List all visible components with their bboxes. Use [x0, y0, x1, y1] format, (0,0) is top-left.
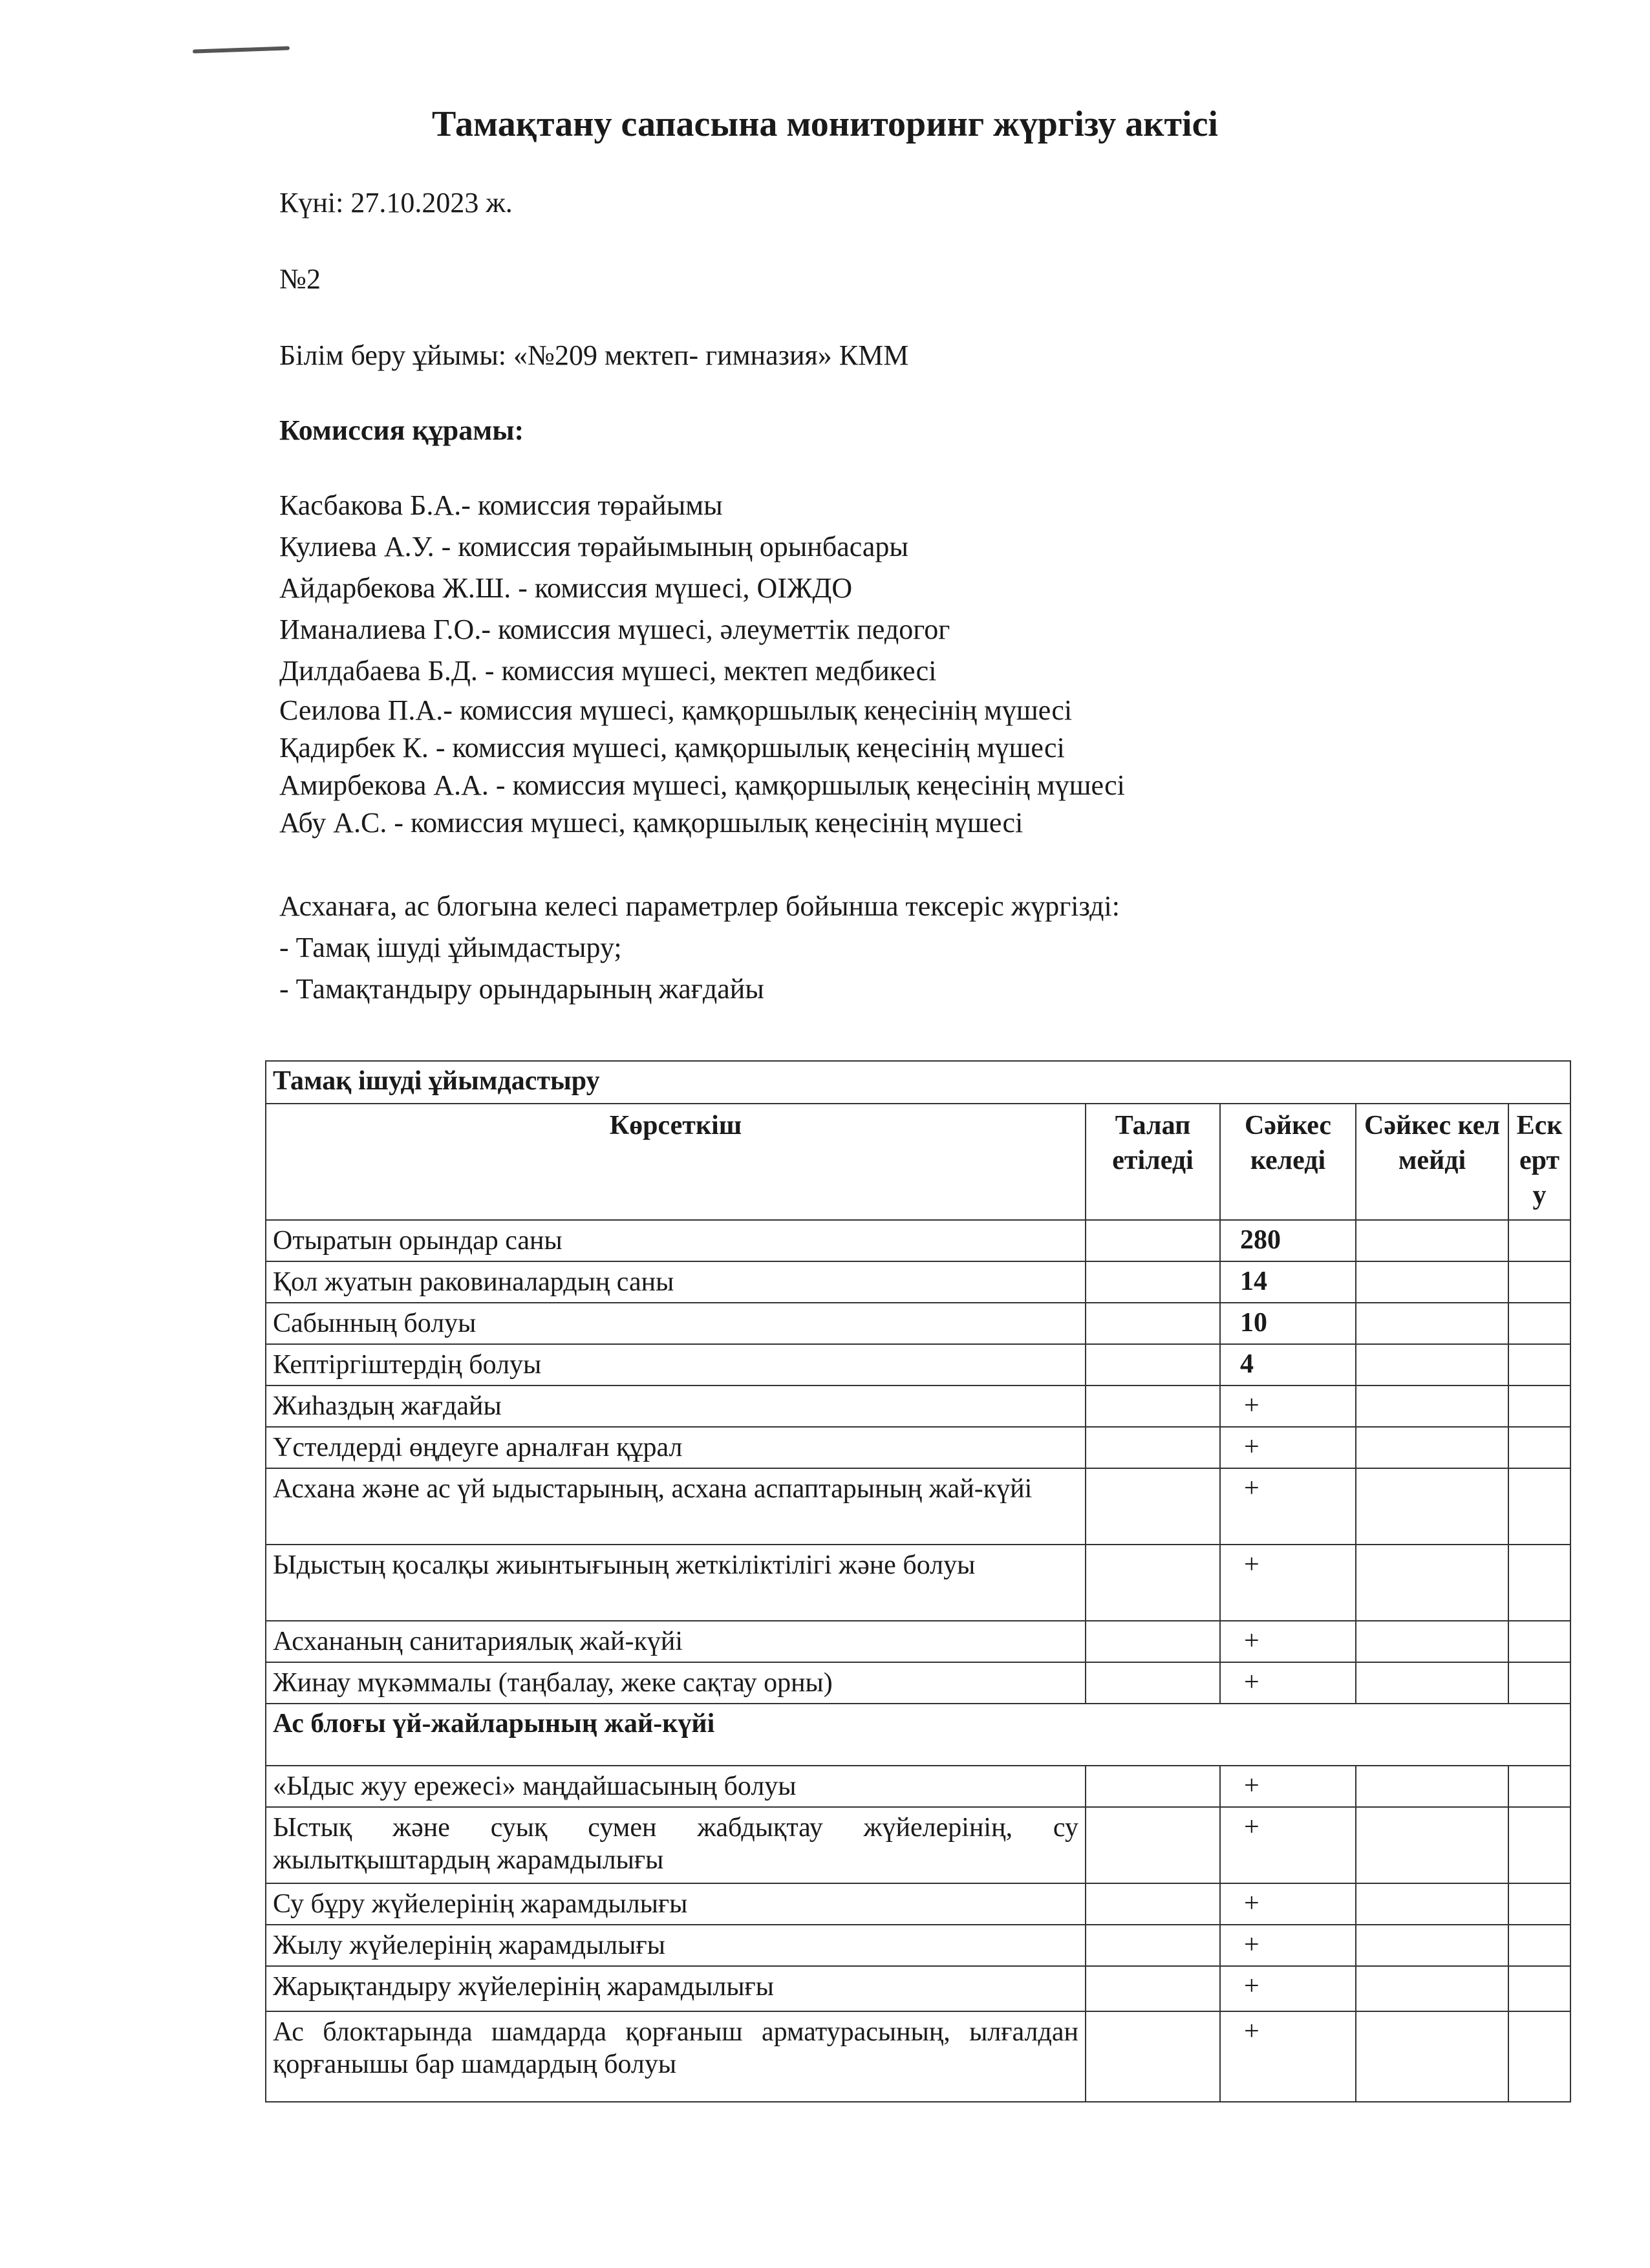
- note-cell: [1508, 1385, 1570, 1427]
- commission-member: Дилдабаева Б.Д. - комиссия мүшесі, мектеп медбикесі: [279, 655, 937, 687]
- noncompliant-cell: [1356, 1303, 1508, 1344]
- table-row: [266, 1966, 1570, 2011]
- required-cell: [1086, 1807, 1220, 1883]
- required-cell: [1086, 1883, 1220, 1925]
- noncompliant-cell: [1356, 1966, 1508, 2011]
- commission-member: Амирбекова А.А. - комиссия мүшесі, қамқоршылық кеңесінің мүшесі: [279, 769, 1125, 801]
- noncompliant-cell: [1356, 1261, 1508, 1303]
- header-compliant: Сәйкес келеді: [1220, 1104, 1356, 1220]
- indicator-cell: Жылу жүйелерінің жарамдылығы: [266, 1925, 1086, 1966]
- noncompliant-cell: [1356, 1766, 1508, 1807]
- table-row: [266, 1545, 1570, 1621]
- commission-member: Касбакова Б.А.- комиссия төрайымы: [279, 489, 723, 521]
- table-row: [266, 1621, 1570, 1662]
- table-row: [266, 1303, 1570, 1344]
- indicator-cell: Жинау мүкәммалы (таңбалау, жеке сақтау орны): [266, 1662, 1086, 1704]
- required-cell: [1086, 1468, 1220, 1545]
- commission-heading: Комиссия құрамы:: [279, 414, 524, 446]
- required-cell: [1086, 1545, 1220, 1621]
- indicator-cell: Ас блоктарында шамдарда қорғаныш арматурасының, ылғалдан қорғанышы бар шамдардың болуы: [266, 2011, 1086, 2102]
- compliant-cell: +: [1220, 1545, 1356, 1621]
- required-cell: [1086, 1925, 1220, 1966]
- note-cell: [1508, 1261, 1570, 1303]
- table-row: [266, 1468, 1570, 1545]
- table-row: [266, 1766, 1570, 1807]
- note-cell: [1508, 1621, 1570, 1662]
- table-row: [266, 1807, 1570, 1883]
- indicator-cell: Асхананың санитариялық жай-күйі: [266, 1621, 1086, 1662]
- note-cell: [1508, 1883, 1570, 1925]
- indicator-cell: Үстелдерді өңдеуге арналған құрал: [266, 1427, 1086, 1468]
- noncompliant-cell: [1356, 2011, 1508, 2102]
- header-noncompliant: [1356, 1104, 1508, 1220]
- noncompliant-cell: [1356, 1385, 1508, 1427]
- noncompliant-cell: [1356, 1925, 1508, 1966]
- required-cell: [1086, 1385, 1220, 1427]
- compliant-cell: +: [1220, 1621, 1356, 1662]
- indicator-cell: Кептіргіштердің болуы: [266, 1344, 1086, 1385]
- document-title: Тамақтану сапасына мониторинг жүргізу актісі: [432, 104, 1218, 144]
- table-row: [266, 1385, 1570, 1427]
- compliant-cell: +: [1220, 1385, 1356, 1427]
- indicator-cell: Жиһаздың жағдайы: [266, 1385, 1086, 1427]
- required-cell: [1086, 1966, 1220, 2011]
- note-cell: [1508, 1662, 1570, 1704]
- section-header: Тамақ ішуді ұйымдастыру: [266, 1061, 1570, 1104]
- table-row: [266, 1662, 1570, 1704]
- compliant-cell: +: [1220, 1468, 1356, 1545]
- required-cell: [1086, 1662, 1220, 1704]
- table-row: [266, 2011, 1570, 2102]
- commission-member: Айдарбекова Ж.Ш. - комиссия мүшесі, ОІЖДО: [279, 572, 853, 604]
- commission-member: Қадирбек К. - комиссия мүшесі, қамқоршылық кеңесінің мүшесі: [279, 732, 1065, 764]
- indicator-cell: Ыстық және суық сумен жабдықтау жүйелерінің, су жылытқыштардың жарамдылығы: [266, 1807, 1086, 1883]
- table-row: [266, 1883, 1570, 1925]
- indicator-cell: Ыдыстың қосалқы жиынтығының жеткіліктілігі және болуы: [266, 1545, 1086, 1621]
- note-cell: [1508, 1344, 1570, 1385]
- required-cell: [1086, 1766, 1220, 1807]
- table-row: [266, 1344, 1570, 1385]
- compliant-cell: 10: [1220, 1303, 1356, 1344]
- compliant-cell: +: [1220, 1662, 1356, 1704]
- required-cell: [1086, 2011, 1220, 2102]
- note-cell: [1508, 1925, 1570, 1966]
- compliant-cell: +: [1220, 1883, 1356, 1925]
- intro-item: - Тамақ ішуді ұйымдастыру;: [279, 932, 622, 963]
- compliant-cell: +: [1220, 1807, 1356, 1883]
- commission-member: Иманалиева Г.О.- комиссия мүшесі, әлеуметтік педогог: [279, 614, 950, 645]
- indicator-cell: Қол жуатын раковиналардың саны: [266, 1261, 1086, 1303]
- note-cell: [1508, 1766, 1570, 1807]
- indicator-cell: Асхана және ас үй ыдыстарының, асхана аспаптарының жай-күйі: [266, 1468, 1086, 1545]
- noncompliant-cell: [1356, 1344, 1508, 1385]
- commission-member: Абу А.С. - комиссия мүшесі, қамқоршылық кеңесінің мүшесі: [279, 807, 1023, 839]
- noncompliant-cell: [1356, 1468, 1508, 1545]
- header-noncompliant-text: Сәйкес келмейді: [1364, 1111, 1500, 1175]
- table-row: [266, 1925, 1570, 1966]
- required-cell: [1086, 1621, 1220, 1662]
- noncompliant-cell: [1356, 1427, 1508, 1468]
- table-row: [266, 1261, 1570, 1303]
- compliant-cell: +: [1220, 2011, 1356, 2102]
- table-row: [266, 1220, 1570, 1261]
- note-cell: [1508, 1427, 1570, 1468]
- compliant-cell: 280: [1220, 1220, 1356, 1261]
- indicator-cell: «Ыдыс жуу ережесі» маңдайшасының болуы: [266, 1766, 1086, 1807]
- commission-members-list: [279, 485, 1125, 842]
- required-cell: [1086, 1261, 1220, 1303]
- indicator-cell: Жарықтандыру жүйелерінің жарамдылығы: [266, 1966, 1086, 2011]
- note-cell: [1508, 1966, 1570, 2011]
- note-cell: [1508, 2011, 1570, 2102]
- note-cell: [1508, 1303, 1570, 1344]
- noncompliant-cell: [1356, 1545, 1508, 1621]
- intro-item: - Тамақтандыру орындарының жағдайы: [279, 973, 764, 1005]
- compliant-cell: +: [1220, 1766, 1356, 1807]
- noncompliant-cell: [1356, 1883, 1508, 1925]
- inspection-intro: [279, 886, 1120, 1010]
- date-line: Күні: 27.10.2023 ж.: [279, 187, 513, 219]
- table-row: [266, 1427, 1570, 1468]
- header-note-text: Ескерту: [1516, 1111, 1563, 1210]
- header-required: Талап етіледі: [1086, 1104, 1220, 1220]
- noncompliant-cell: [1356, 1807, 1508, 1883]
- required-cell: [1086, 1344, 1220, 1385]
- noncompliant-cell: [1356, 1220, 1508, 1261]
- note-cell: [1508, 1807, 1570, 1883]
- noncompliant-cell: [1356, 1621, 1508, 1662]
- note-cell: [1508, 1545, 1570, 1621]
- document-number: №2: [279, 263, 321, 295]
- compliant-cell: +: [1220, 1925, 1356, 1966]
- section-header: Ас блоғы үй-жайларының жай-күйі: [266, 1704, 1570, 1766]
- header-note: [1508, 1104, 1570, 1220]
- header-indicator: Көрсеткіш: [266, 1104, 1086, 1220]
- monitoring-table: [265, 1060, 1571, 2102]
- required-cell: [1086, 1303, 1220, 1344]
- scan-mark: [193, 46, 290, 53]
- organization-line: Білім беру ұйымы: «№209 мектеп- гимназия» КММ: [279, 339, 909, 371]
- indicator-cell: Сабынның болуы: [266, 1303, 1086, 1344]
- intro-text: Асханаға, ас блогына келесі параметрлер бойынша тексеріс жүргізді:: [279, 890, 1120, 922]
- commission-member: Сеилова П.А.- комиссия мүшесі, қамқоршылық кеңесінің мүшесі: [279, 694, 1073, 726]
- commission-member: Кулиева А.У. - комиссия төрайымының орынбасары: [279, 531, 908, 562]
- compliant-cell: 4: [1220, 1344, 1356, 1385]
- indicator-cell: Су бұру жүйелерінің жарамдылығы: [266, 1883, 1086, 1925]
- required-cell: [1086, 1220, 1220, 1261]
- indicator-cell: Отыратын орындар саны: [266, 1220, 1086, 1261]
- required-cell: [1086, 1427, 1220, 1468]
- noncompliant-cell: [1356, 1662, 1508, 1704]
- compliant-cell: +: [1220, 1966, 1356, 2011]
- note-cell: [1508, 1220, 1570, 1261]
- compliant-cell: 14: [1220, 1261, 1356, 1303]
- compliant-cell: +: [1220, 1427, 1356, 1468]
- note-cell: [1508, 1468, 1570, 1545]
